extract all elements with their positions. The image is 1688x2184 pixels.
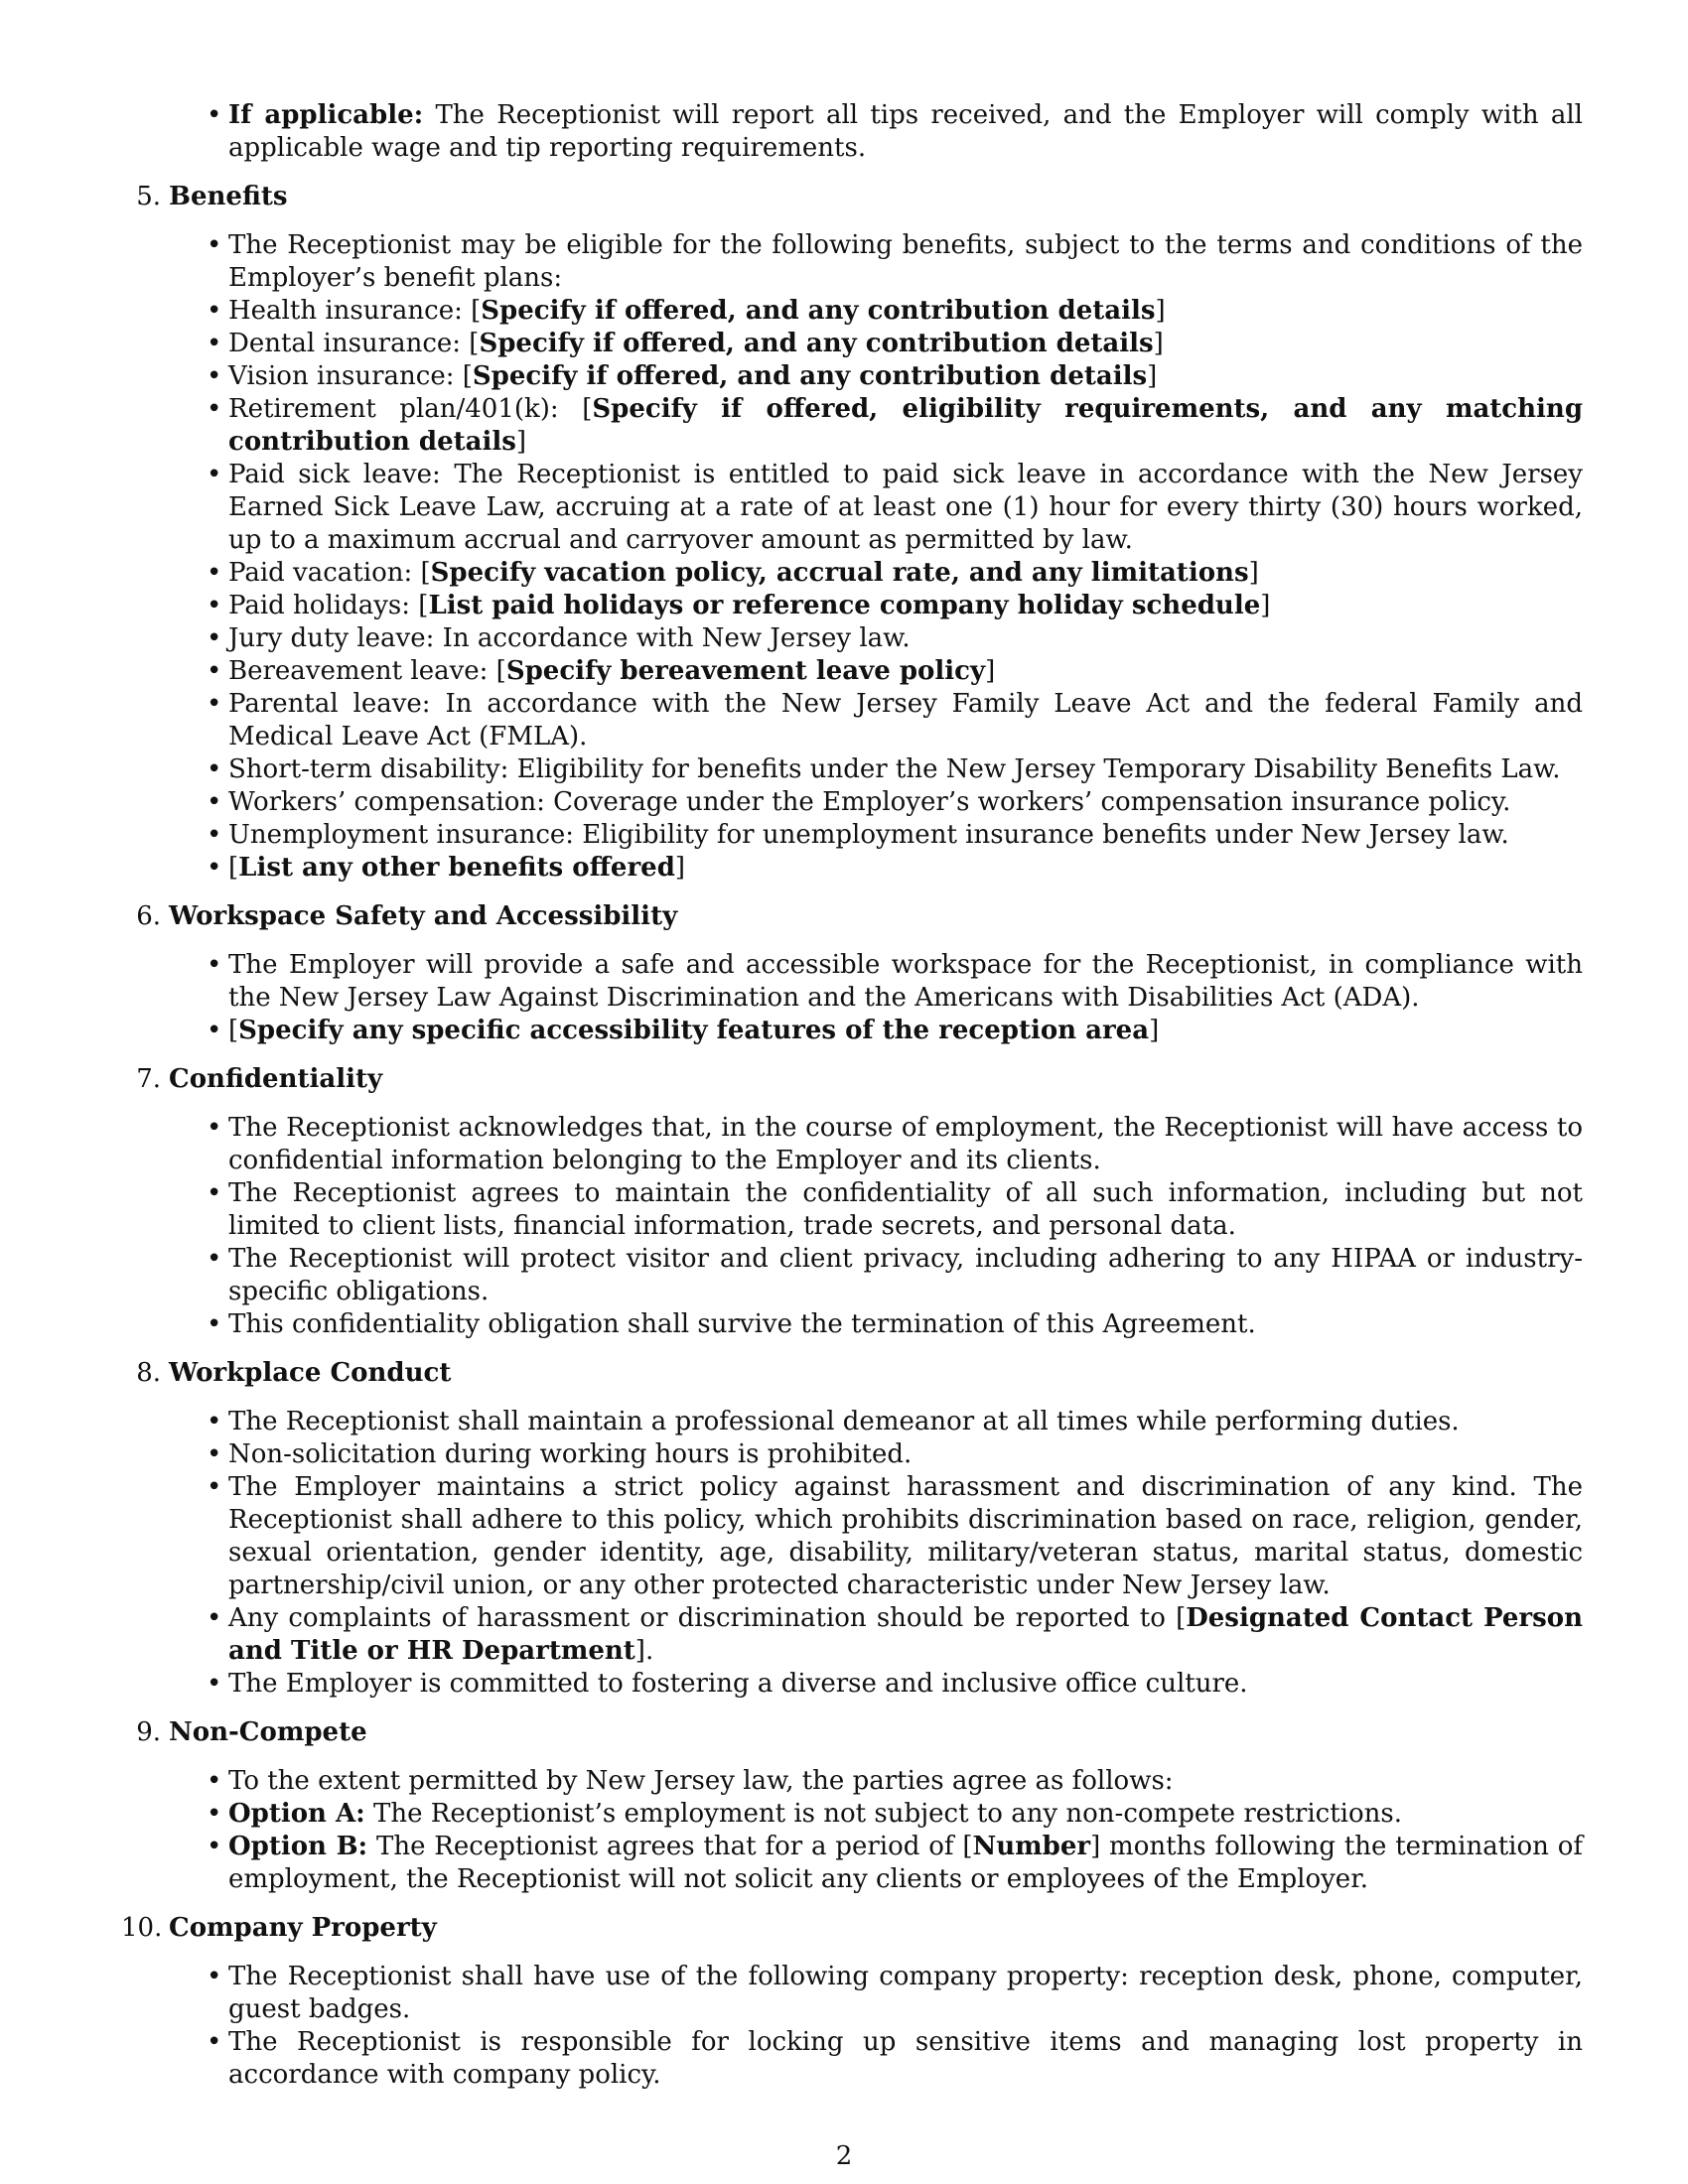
list-item <box>121 852 1583 885</box>
section-number: 7. <box>136 1064 161 1094</box>
bullet-text: Any complaints of harassment or discrimination should be reported to [ <box>228 1603 1187 1633</box>
bullet-text-after: ] <box>1147 361 1158 391</box>
bullet-text-after: ] <box>1248 558 1259 588</box>
bullet-placeholder: Designated Contact Person and Title or HR Department <box>228 1603 1583 1666</box>
list-item <box>121 753 1583 786</box>
bullet-text-after: ]. <box>634 1636 654 1666</box>
bullet-text: The Receptionist’s employment is not subject to any non-compete restrictions. <box>364 1799 1402 1829</box>
list-item <box>121 655 1583 688</box>
bullet-text: The Receptionist agrees that for a period of [ <box>367 1832 973 1861</box>
list-item <box>121 360 1583 393</box>
bullet-text-after: ] <box>1149 1016 1160 1045</box>
bullet-text: Paid vacation: [ <box>228 558 431 588</box>
list-item <box>121 295 1583 328</box>
bullet-text: Jury duty leave: In accordance with New Jersey law. <box>228 623 911 653</box>
bullet-placeholder: Specify if offered, and any contribution details <box>479 329 1154 358</box>
section-number: 10. <box>121 1913 163 1943</box>
bullet-text: The Employer will provide a safe and accessible workspace for the Receptionist, in compliance with the New Jersey Law Against Discrimination and the Americans with Disabilities Act (ADA). <box>228 950 1583 1013</box>
section-number: 8. <box>136 1358 161 1388</box>
bullet-text: The Receptionist is responsible for locking up sensitive items and managing lost property in accordance with company policy. <box>228 2027 1583 2090</box>
bullet-text-after: ] <box>1260 591 1271 620</box>
list-item <box>121 688 1583 753</box>
intro-bullet-list <box>121 99 1583 165</box>
bullet-text: Bereavement leave: [ <box>228 656 506 686</box>
section-bullet-list <box>121 1961 1583 2092</box>
section-heading <box>121 1063 1583 1096</box>
bullet-text: The Receptionist may be eligible for the following benefits, subject to the terms and conditions of the Employer’s benefit plans: <box>228 230 1583 293</box>
section-bullet-list <box>121 949 1583 1047</box>
bullet-text-after: ] <box>1153 329 1164 358</box>
bullet-text: Vision insurance: [ <box>228 361 473 391</box>
list-item <box>121 1406 1583 1438</box>
bullet-lead: Option B: <box>228 1832 368 1861</box>
section-heading <box>121 1357 1583 1390</box>
section-number: 5. <box>136 182 161 211</box>
bullet-text: Dental insurance: [ <box>228 329 480 358</box>
section-bullet-list <box>121 229 1583 885</box>
bullet-placeholder: Specify if offered, eligibility requirements, and any matching contribution details <box>228 394 1584 457</box>
section-bullet-list <box>121 1765 1583 1896</box>
section-title: Benefits <box>169 182 288 211</box>
bullet-text: Parental leave: In accordance with the New Jersey Family Leave Act and the federal Family and Medical Leave Act (FMLA). <box>228 689 1583 751</box>
bullet-placeholder: List paid holidays or reference company holiday schedule <box>428 591 1261 620</box>
bullet-placeholder: Specify any specific accessibility features of the reception area <box>238 1016 1150 1045</box>
list-item <box>121 1308 1583 1341</box>
bullet-placeholder: List any other benefits offered <box>238 853 675 883</box>
list-item <box>121 1177 1583 1243</box>
bullet-text: Paid sick leave: The Receptionist is entitled to paid sick leave in accordance with the New Jersey Earned Sick Leave Law, accruing at a rate of at least one (1) hour for every thirty (30) hours worked, up to a maximum accrual and carryover amount as permitted by law. <box>228 460 1583 555</box>
list-item <box>121 1112 1583 1177</box>
list-item <box>121 1668 1583 1701</box>
list-item <box>121 819 1583 852</box>
section-heading <box>121 900 1583 933</box>
bullet-placeholder: Specify if offered, and any contribution details <box>481 296 1156 326</box>
list-item <box>121 557 1583 590</box>
bullet-text: To the extent permitted by New Jersey law, the parties agree as follows: <box>228 1766 1174 1796</box>
section-number: 6. <box>136 901 161 931</box>
list-item <box>121 1438 1583 1471</box>
section-title: Workspace Safety and Accessibility <box>169 901 678 931</box>
bullet-lead: If applicable: <box>228 100 424 130</box>
list-item <box>121 229 1583 295</box>
section-bullet-list <box>121 1112 1583 1341</box>
bullet-text-after: ] <box>985 656 996 686</box>
list-item <box>121 786 1583 819</box>
list-item <box>121 1602 1583 1668</box>
document-body <box>121 99 1583 2092</box>
list-item <box>121 1243 1583 1308</box>
bullet-text-after: ] <box>674 853 686 883</box>
bullet-text-after: ] <box>515 427 527 457</box>
list-item <box>121 2026 1583 2092</box>
list-item <box>121 949 1583 1015</box>
bullet-text: [ <box>228 1016 239 1045</box>
bullet-text: Non-solicitation during working hours is prohibited. <box>228 1439 913 1469</box>
bullet-placeholder: Number <box>972 1832 1091 1861</box>
bullet-text: Retirement plan/401(k): [ <box>228 394 593 424</box>
list-item <box>121 1471 1583 1602</box>
bullet-text: The Employer maintains a strict policy against harassment and discrimination of any kind. The Receptionist shall adhere to this policy, which prohibits discrimination based on race, religion, gender, sexual orientation, gender identity, age, disability, military/veteran status, marital status, domestic partnership/civil union, or any other protected characteristic under New Jersey law. <box>228 1472 1583 1600</box>
bullet-text: The Receptionist shall maintain a professional demeanor at all times while performing duties. <box>228 1407 1460 1436</box>
bullet-text: The Receptionist agrees to maintain the confidentiality of all such information, including but not limited to client lists, financial information, trade secrets, and personal data. <box>228 1178 1583 1241</box>
bullet-text: Workers’ compensation: Coverage under the Employer’s workers’ compensation insurance policy. <box>228 787 1511 817</box>
bullet-text: This confidentiality obligation shall survive the termination of this Agreement. <box>228 1309 1256 1339</box>
bullet-placeholder: Specify if offered, and any contribution details <box>472 361 1148 391</box>
bullet-text: The Receptionist acknowledges that, in the course of employment, the Receptionist will have access to confidential information belonging to the Employer and its clients. <box>228 1113 1583 1175</box>
section-heading <box>121 181 1583 213</box>
section-number: 9. <box>136 1717 161 1747</box>
list-item <box>121 1798 1583 1831</box>
bullet-text: Paid holidays: [ <box>228 591 429 620</box>
section-bullet-list <box>121 1406 1583 1701</box>
bullet-text: The Employer is committed to fostering a diverse and inclusive office culture. <box>228 1669 1248 1699</box>
list-item <box>121 1015 1583 1047</box>
bullet-text: The Receptionist shall have use of the following company property: reception desk, phone, computer, guest badges. <box>228 1962 1583 2024</box>
list-item <box>121 1961 1583 2026</box>
list-item <box>121 459 1583 557</box>
section-heading <box>121 1716 1583 1749</box>
bullet-placeholder: Specify bereavement leave policy <box>505 656 986 686</box>
list-item <box>121 393 1583 459</box>
bullet-text-after: ] months following the termination of employment, the Receptionist will not solicit any clients or employees of the Employer. <box>228 1832 1583 1894</box>
list-item <box>121 99 1583 165</box>
bullet-text: The Receptionist will protect visitor and client privacy, including adhering to any HIPAA or industry-specific obligations. <box>228 1244 1583 1306</box>
bullet-text: Health insurance: [ <box>228 296 482 326</box>
list-item <box>121 328 1583 360</box>
bullet-placeholder: Specify vacation policy, accrual rate, and any limitations <box>430 558 1249 588</box>
page-number: 2 <box>835 2141 853 2171</box>
bullet-lead: Option A: <box>228 1799 365 1829</box>
section-title: Company Property <box>169 1913 437 1943</box>
bullet-text: Unemployment insurance: Eligibility for unemployment insurance benefits under New Jersey law. <box>228 820 1509 850</box>
section-title: Confidentiality <box>169 1064 383 1094</box>
list-item <box>121 1765 1583 1798</box>
bullet-text-after: ] <box>1155 296 1166 326</box>
bullet-text: Short-term disability: Eligibility for benefits under the New Jersey Temporary Disability Benefits Law. <box>228 754 1561 784</box>
list-item <box>121 622 1583 655</box>
list-item <box>121 590 1583 622</box>
section-title: Workplace Conduct <box>169 1358 452 1388</box>
section-heading <box>121 1912 1583 1945</box>
bullet-text: The Receptionist will report all tips received, and the Employer will comply with all applicable wage and tip reporting requirements. <box>228 100 1583 163</box>
list-item <box>121 1831 1583 1896</box>
section-title: Non-Compete <box>169 1717 367 1747</box>
bullet-text: [ <box>228 853 239 883</box>
